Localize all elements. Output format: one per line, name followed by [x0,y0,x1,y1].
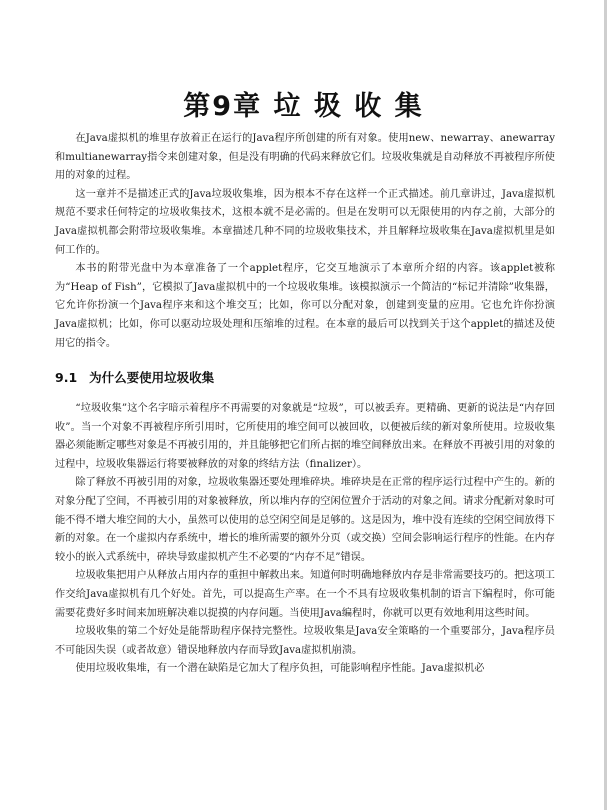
body-paragraph: 垃圾收集的第二个好处是能帮助程序保持完整性。垃圾收集是Java安全策略的一个重要部分，Java程序员不可能因失误（或者故意）错误地释放内存而导致Java虚拟机崩溃。 [55,626,555,656]
intro-text [55,130,555,353]
body-paragraph: 使用垃圾收集堆，有一个潜在缺陷是它加大了程序负担，可能影响程序性能。Java虚拟机必 [75,663,485,675]
chapter-title: 第9章 垃 圾 收 集 [183,91,424,122]
body-paragraph: 除了释放不再被引用的对象，垃圾收集器还要处理堆碎块。堆碎块是在正常的程序运行过程中产生的。新的对象分配了空间，不再被引用的对象被释放，所以堆内存的空闲位置介于活动的对象之间。请求分配新对象时可能不得不增大堆空间的大小，虽然可以使用的总空闲空间是足够的。这是因为，堆中没有连续的空闲空间放得下新的对象。在一个虚拟内存系统中，增长的堆所需要的额外分页（或交换）空间会影响运行程序的性能。在内存较小的嵌入式系统中，碎块导致虚拟机产生不必要的“内存不足”错误。 [55,477,555,563]
section-title: 为什么要使用垃圾收集 [89,370,215,385]
section-number: 9.1 [55,370,78,385]
body-paragraph: “垃圾收集”这个名字暗示着程序不再需要的对象就是“垃圾”，可以被丢弃。更精确、更新的说法是“内存回收”。当一个对象不再被程序所引用时，它所使用的堆空间可以被回收，以便被后续的新对象所使用。垃圾收集器必须能断定哪些对象是不再被引用的，并且能够把它们所占据的堆空间释放出来。在释放不再被引用的对象的过程中，垃圾收集器运行将要被释放的对象的终结方法（finalizer）。 [55,403,555,470]
body-paragraph: 垃圾收集把用户从释放占用内存的重担中解救出来。知道何时明确地释放内存是非常需要技巧的。把这项工作交给Java虚拟机有几个好处。首先，可以提高生产率。在一个不具有垃圾收集机制的语言下编程时，你可能需要花费好多时间来加班解决难以捉摸的内存问题。当使用Java编程时，你就可以更有效地利用这些时间。 [55,570,555,619]
intro-paragraph: 在Java虚拟机的堆里存放着正在运行的Java程序所创建的所有对象。使用new、newarray、anewarray和multianewarray指令来创建对象，但是没有明确的代码来释放它们。垃圾收集就是自动释放不再被程序所使用的对象的过程。 [55,133,555,182]
intro-paragraph: 这一章并不是描述正式的Java垃圾收集堆，因为根本不存在这样一个正式描述。前几章讲过，Java虚拟机规范不要求任何特定的垃圾收集技术，这根本就不是必需的。但是在发明可以无限使用的内存之前，大部分的Java虚拟机都会附带垃圾收集堆。本章描述几种不同的垃圾收集技术，并且解释垃圾收集在Java虚拟机里是如何工作的。 [55,188,555,256]
section-body-text [55,400,555,679]
section-heading [55,368,214,386]
intro-paragraph: 本书的附带光盘中为本章准备了一个applet程序，它交互地演示了本章所介绍的内容。该applet被称为“Heap of Fish”，它模拟了Java虚拟机中的一个垃圾收集堆。该模拟演示一个简洁的“标记并清除”收集器，它允许你扮演一个Java程序来和这个堆交互；比如，你可以分配对象，创建到变量的应用。它也允许你扮演Java虚拟机；比如，你可以驱动垃圾处理和压缩堆的过程。在本章的最后可以找到关于这个applet的描述及使用它的指令。 [55,263,555,349]
